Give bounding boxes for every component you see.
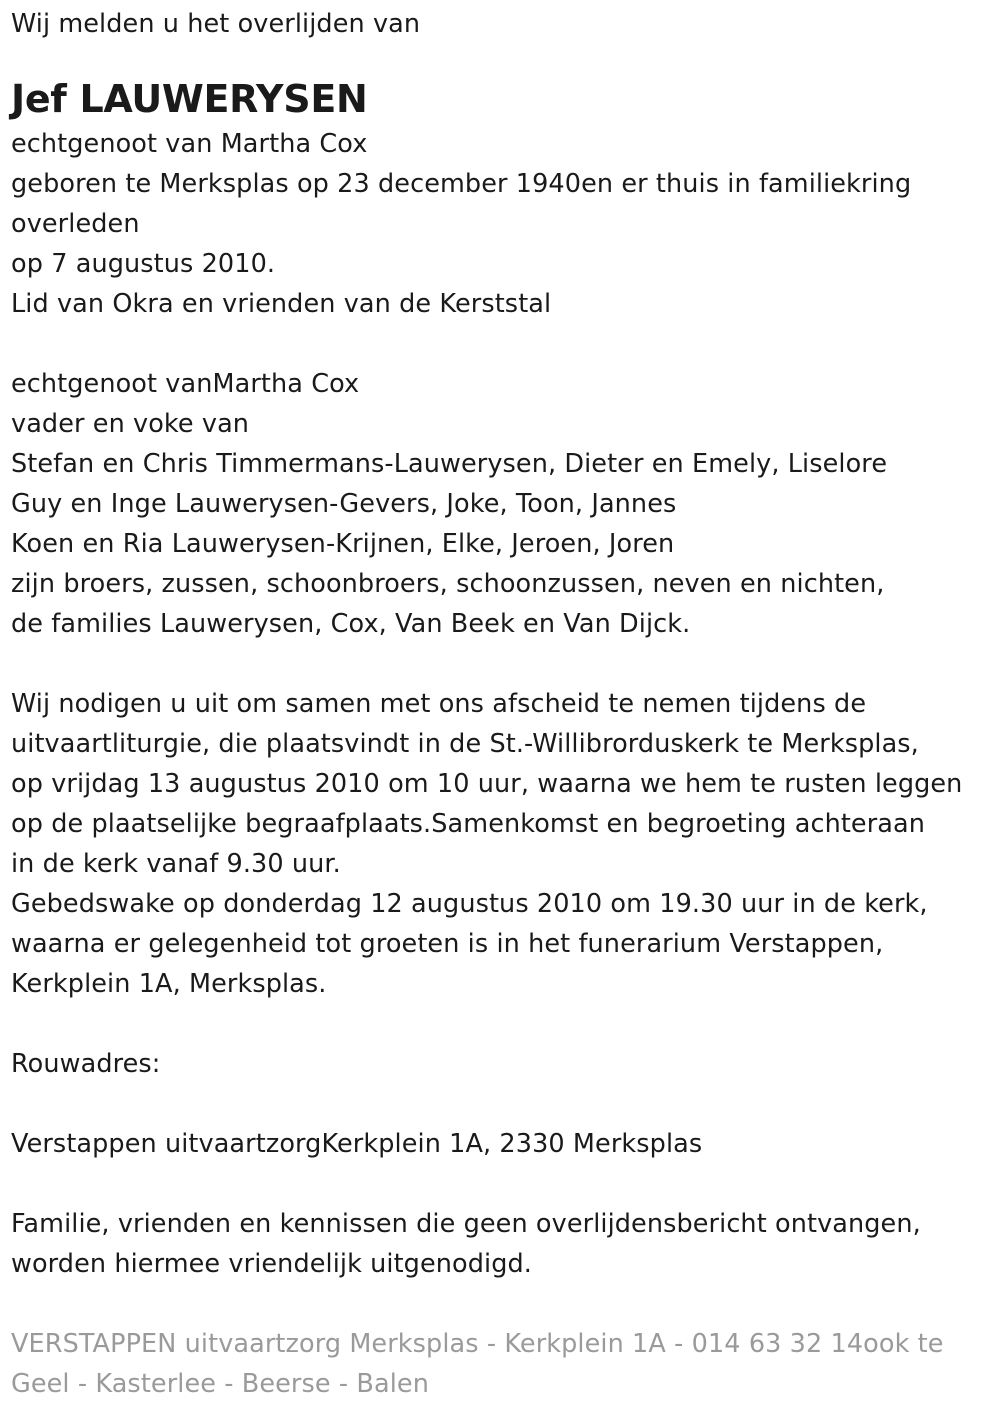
intro-text: Wij melden u het overlijden van xyxy=(11,9,421,39)
family-line: echtgenoot vanMartha Cox xyxy=(11,369,360,399)
family-line: Koen en Ria Lauwerysen-Krijnen, Elke, Jeroen, Joren xyxy=(11,529,675,559)
invitation-text xyxy=(11,1204,991,1284)
ceremony-line: Kerkplein 1A, Merksplas. xyxy=(11,969,327,999)
ceremony-line: in de kerk vanaf 9.30 uur. xyxy=(11,849,341,879)
family-list xyxy=(11,364,991,644)
info-line: geboren te Merksplas op 23 december 1940en er thuis in familiekring xyxy=(11,169,912,199)
footer-line: VERSTAPPEN uitvaartzorg Merksplas - Kerkplein 1A - 014 63 32 14ook te xyxy=(11,1329,944,1359)
spacer xyxy=(11,644,991,684)
spacer xyxy=(11,1084,991,1124)
ceremony-line: uitvaartliturgie, die plaatsvindt in de St.-Willibrorduskerk te Merksplas, xyxy=(11,729,919,759)
invitation-line: Familie, vrienden en kennissen die geen overlijdensbericht ontvangen, xyxy=(11,1209,921,1239)
ceremony-details xyxy=(11,684,991,1004)
spacer xyxy=(11,1284,991,1324)
family-line: de families Lauwerysen, Cox, Van Beek en Van Dijck. xyxy=(11,609,691,639)
family-line: vader en voke van xyxy=(11,409,250,439)
invitation-line: worden hiermee vriendelijk uitgenodigd. xyxy=(11,1249,532,1279)
ceremony-line: Gebedswake op donderdag 12 augustus 2010 om 19.30 uur in de kerk, xyxy=(11,889,928,919)
info-line: op 7 augustus 2010. xyxy=(11,249,276,279)
ceremony-line: op vrijdag 13 augustus 2010 om 10 uur, waarna we hem te rusten leggen xyxy=(11,769,963,799)
ceremony-line: waarna er gelegenheid tot groeten is in het funerarium Verstappen, xyxy=(11,929,884,959)
obituary-notice xyxy=(11,0,991,1404)
footer-line: Geel - Kasterlee - Beerse - Balen xyxy=(11,1369,429,1399)
mourning-address-label: Rouwadres: xyxy=(11,1049,161,1079)
info-line: overleden xyxy=(11,209,140,239)
mourning-address: Verstappen uitvaartzorgKerkplein 1A, 2330 Merksplas xyxy=(11,1129,703,1159)
deceased-name: Jef LAUWERYSEN xyxy=(11,77,368,121)
funeral-home-footer xyxy=(11,1324,991,1404)
info-line: echtgenoot van Martha Cox xyxy=(11,129,368,159)
spacer xyxy=(11,324,991,364)
spacer xyxy=(11,1164,991,1204)
family-line: Stefan en Chris Timmermans-Lauwerysen, Dieter en Emely, Liselore xyxy=(11,449,888,479)
info-line: Lid van Okra en vrienden van de Kerststal xyxy=(11,289,552,319)
family-line: zijn broers, zussen, schoonbroers, schoonzussen, neven en nichten, xyxy=(11,569,885,599)
ceremony-line: Wij nodigen u uit om samen met ons afscheid te nemen tijdens de xyxy=(11,689,867,719)
family-line: Guy en Inge Lauwerysen-Gevers, Joke, Toon, Jannes xyxy=(11,489,677,519)
spacer xyxy=(11,1004,991,1044)
ceremony-line: op de plaatselijke begraafplaats.Samenkomst en begroeting achteraan xyxy=(11,809,926,839)
personal-info xyxy=(11,124,991,324)
